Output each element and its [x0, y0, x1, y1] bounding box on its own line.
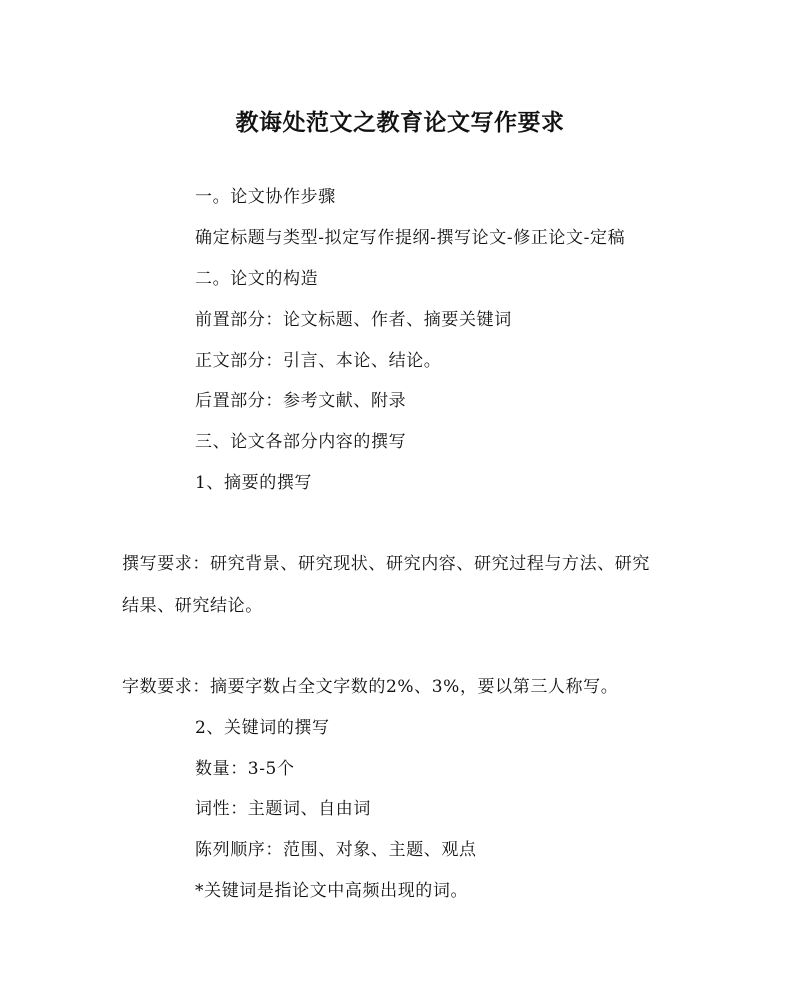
paragraph-keyword-note: *关键词是指论文中高频出现的词。: [195, 881, 469, 901]
paragraph-steps: 确定标题与类型-拟定写作提纲-撰写论文-修正论文-定稿: [195, 228, 626, 248]
paragraph-word-count: 字数要求：摘要字数占全文字数的2%、3%，要以第三人称写。: [122, 677, 619, 697]
section-heading-2: 二。论文的构造: [195, 269, 319, 289]
paragraph-keyword-order: 陈列顺序：范围、对象、主题、观点: [195, 840, 477, 860]
paragraph-keyword-count: 数量：3-5个: [195, 759, 295, 779]
paragraph-keyword-type: 词性：主题词、自由词: [195, 799, 371, 819]
section-heading-3: 三、论文各部分内容的撰写: [195, 432, 407, 452]
paragraph-abstract-requirements: 撰写要求：研究背景、研究现状、研究内容、研究过程与方法、研究: [122, 554, 650, 574]
subheading-abstract: 1、摘要的撰写: [195, 473, 313, 493]
page-title: 教诲处范文之教育论文写作要求: [235, 109, 565, 136]
paragraph-front-part: 前置部分：论文标题、作者、摘要关键词: [195, 310, 512, 330]
section-heading-1: 一。论文协作步骤: [195, 187, 336, 207]
paragraph-body-part: 正文部分：引言、本论、结论。: [195, 351, 442, 371]
paragraph-back-part: 后置部分：参考文献、附录: [195, 391, 407, 411]
subheading-keywords: 2、关键词的撰写: [195, 718, 330, 738]
paragraph-abstract-requirements-cont: 结果、研究结论。: [122, 596, 263, 616]
